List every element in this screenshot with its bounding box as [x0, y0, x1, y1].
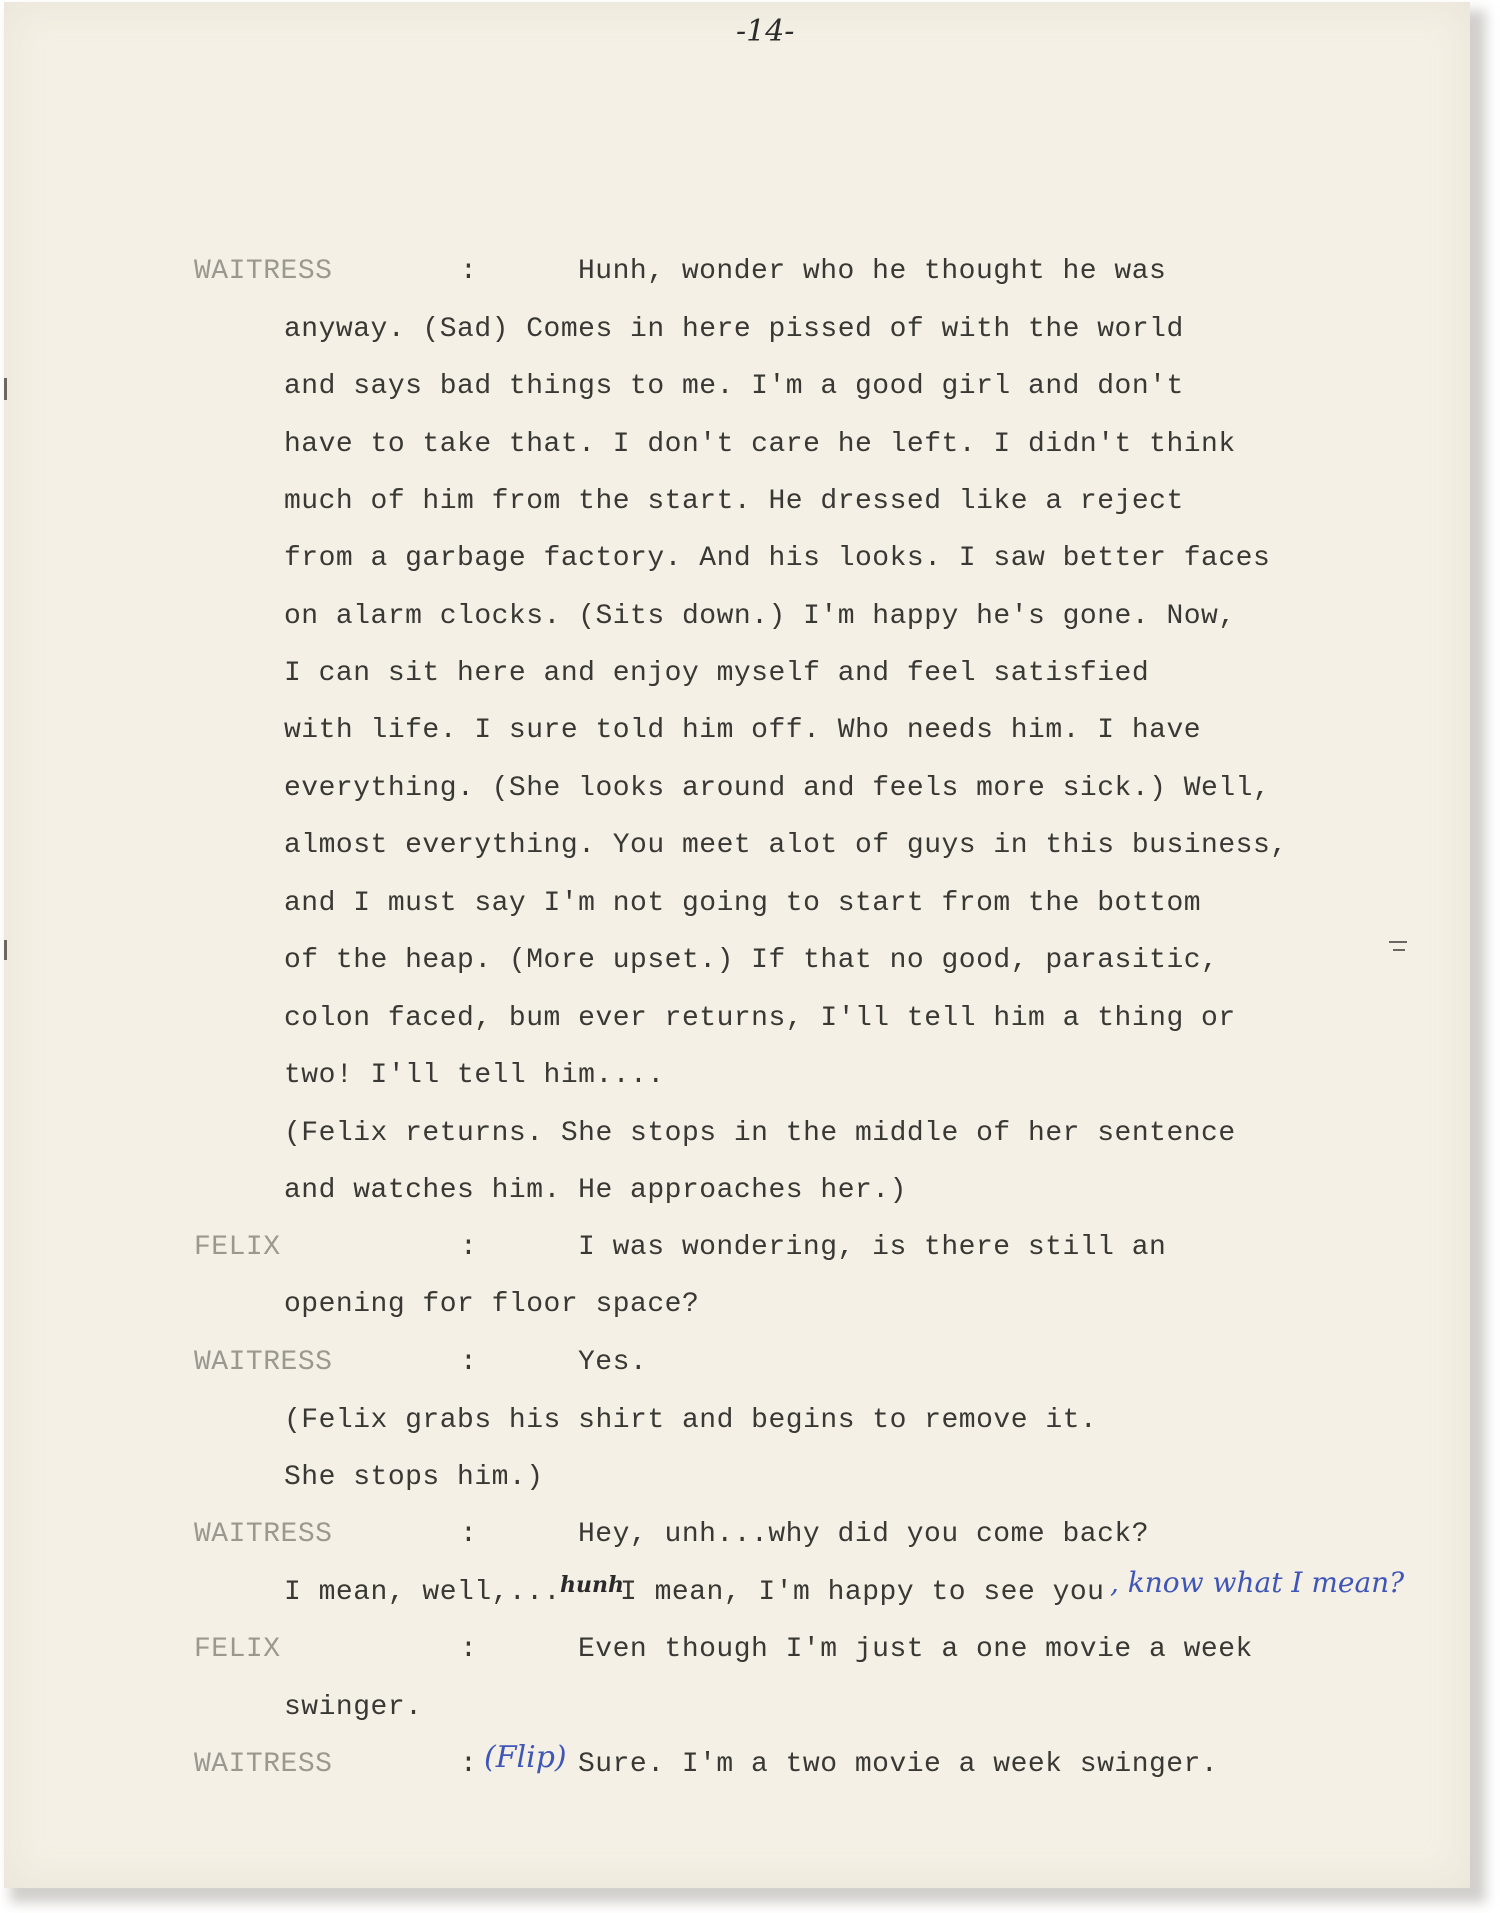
stage-direction: She stops him.)	[284, 1462, 544, 1493]
stage-direction: (Felix grabs his shirt and begins to remove it.	[284, 1405, 1098, 1436]
speaker-colon: :	[460, 1749, 478, 1780]
speaker-label: WAITRESS	[194, 1519, 333, 1550]
speaker-colon: :	[460, 1634, 478, 1665]
dialogue-line: and says bad things to me. I'm a good girl and don't	[284, 371, 1184, 402]
dialogue-line: of the heap. (More upset.) If that no good, parasitic,	[284, 945, 1219, 976]
dialogue-line: almost everything. You meet alot of guys in this business,	[284, 830, 1288, 861]
handwritten-annotation: , know what I mean?	[1110, 1566, 1405, 1599]
speaker-label: WAITRESS	[194, 256, 333, 287]
speaker-label: FELIX	[194, 1232, 281, 1263]
handwritten-insert: hunh	[560, 1572, 624, 1598]
dialogue-line: everything. (She looks around and feels more sick.) Well,	[284, 773, 1271, 804]
margin-mark	[1389, 941, 1407, 943]
speaker-colon: :	[460, 1519, 478, 1550]
speaker-colon: :	[460, 256, 478, 287]
page-number: -14-	[736, 14, 795, 49]
dialogue-line: have to take that. I don't care he left. I didn't think	[284, 429, 1236, 460]
dialogue-line: swinger.	[284, 1692, 423, 1723]
dialogue-line: much of him from the start. He dressed like a reject	[284, 486, 1184, 517]
speaker-colon: :	[460, 1347, 478, 1378]
dialogue-line: anyway. (Sad) Comes in here pissed of with the world	[284, 314, 1184, 345]
dialogue-line: Hey, unh...why did you come back?	[578, 1519, 1149, 1550]
dialogue-line: Hunh, wonder who he thought he was	[578, 256, 1167, 287]
dialogue-line: I was wondering, is there still an	[578, 1232, 1167, 1263]
dialogue-line: on alarm clocks. (Sits down.) I'm happy he's gone. Now,	[284, 601, 1236, 632]
dialogue-line: two! I'll tell him....	[284, 1060, 665, 1091]
stage-direction: and watches him. He approaches her.)	[284, 1175, 907, 1206]
speaker-colon: :	[460, 1232, 478, 1263]
dialogue-line: I mean, well,...	[284, 1577, 561, 1608]
margin-mark	[4, 378, 7, 400]
speaker-label: WAITRESS	[194, 1749, 333, 1780]
margin-mark	[1393, 949, 1405, 951]
handwritten-annotation: (Flip)	[484, 1740, 567, 1775]
speaker-label: WAITRESS	[194, 1347, 333, 1378]
stage-direction: (Felix returns. She stops in the middle of her sentence	[284, 1118, 1236, 1149]
margin-mark	[4, 940, 7, 960]
dialogue-line: Yes.	[578, 1347, 648, 1378]
dialogue-line: with life. I sure told him off. Who needs him. I have	[284, 715, 1202, 746]
speaker-label: FELIX	[194, 1634, 281, 1665]
dialogue-line: opening for floor space?	[284, 1289, 700, 1320]
dialogue-line: I mean, I'm happy to see you	[620, 1577, 1105, 1608]
dialogue-line: colon faced, bum ever returns, I'll tell him a thing or	[284, 1003, 1236, 1034]
dialogue-line: from a garbage factory. And his looks. I saw better faces	[284, 543, 1271, 574]
dialogue-line: and I must say I'm not going to start from the bottom	[284, 888, 1202, 919]
dialogue-line: I can sit here and enjoy myself and feel satisfied	[284, 658, 1150, 689]
dialogue-line: Sure. I'm a two movie a week swinger.	[578, 1749, 1219, 1780]
dialogue-line: Even though I'm just a one movie a week	[578, 1634, 1253, 1665]
